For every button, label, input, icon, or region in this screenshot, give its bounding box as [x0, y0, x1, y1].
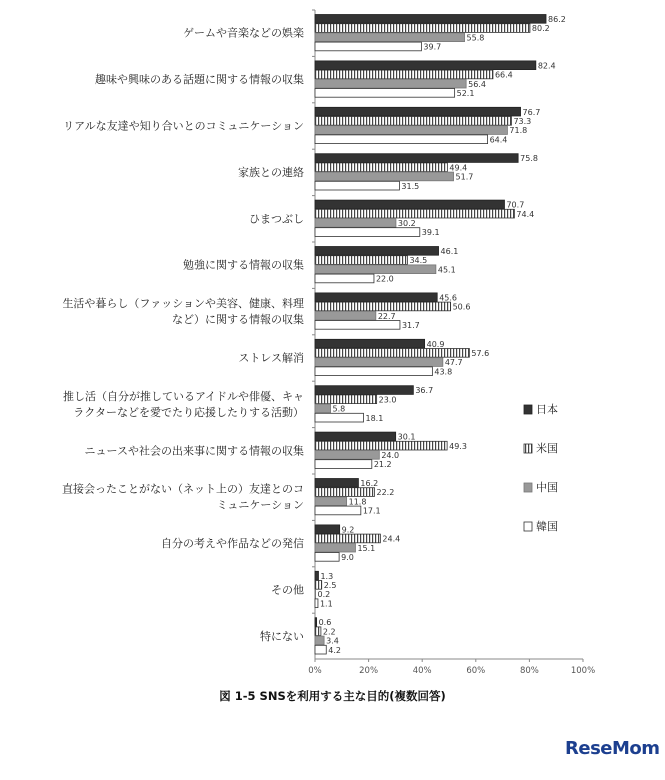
category-label: ミュニケーション	[216, 498, 304, 512]
bar-韓国	[315, 228, 420, 237]
data-label: 73.3	[513, 117, 532, 126]
category-label: 特にない	[260, 629, 304, 643]
data-label: 75.8	[520, 154, 538, 164]
bar-米国	[315, 163, 447, 172]
bar-中国	[315, 311, 376, 320]
bar-米国	[315, 256, 407, 265]
category-label: ひまつぶし	[249, 212, 304, 226]
bar-日本	[315, 432, 396, 441]
data-label: 66.4	[494, 70, 513, 80]
data-label: 31.7	[401, 321, 420, 330]
data-label: 46.1	[440, 247, 459, 256]
bar-韓国	[315, 274, 374, 283]
data-label: 21.2	[373, 460, 392, 470]
x-tick-label: 40%	[412, 666, 432, 676]
category-label: 生活や暮らし（ファッションや美容、健康、料理	[62, 297, 304, 311]
bar-日本	[315, 571, 318, 580]
data-label: 9.2	[341, 525, 355, 535]
category-label: その他	[271, 583, 304, 597]
category-label: ストレス解消	[238, 351, 304, 365]
bar-中国	[315, 172, 454, 181]
category-label: ラクターなどを愛でたり応援したりする活動）	[73, 405, 304, 419]
data-label: 34.5	[409, 256, 428, 266]
bar-韓国	[315, 553, 339, 562]
data-label: 17.1	[362, 506, 381, 516]
data-label: 1.1	[319, 599, 333, 609]
bar-中国	[315, 126, 507, 135]
data-label: 22.0	[375, 274, 394, 284]
data-label: 39.7	[423, 42, 442, 52]
bar-韓国	[315, 367, 432, 376]
bar-韓国	[315, 181, 399, 190]
data-label: 4.2	[328, 645, 341, 655]
bar-中国	[315, 497, 347, 506]
bar-日本	[315, 200, 504, 209]
x-tick-label: 80%	[519, 666, 539, 676]
data-label: 2.2	[322, 627, 336, 637]
data-label: 49.3	[449, 441, 467, 451]
bar-中国	[315, 636, 324, 645]
legend-label: 日本	[536, 403, 558, 416]
category-label: ゲームや音楽などの娯楽	[183, 26, 304, 40]
category-label: 勉強に関する情報の収集	[183, 258, 304, 272]
x-tick-label: 60%	[466, 666, 486, 676]
bar-中国	[315, 358, 443, 367]
legend-swatch	[524, 405, 532, 414]
data-label: 24.0	[381, 451, 400, 460]
data-label: 55.8	[466, 33, 485, 43]
legend-label: 米国	[536, 442, 558, 455]
category-label: 家族との連絡	[238, 165, 304, 179]
category-label: リアルな友達や知り合いとのコミュニケーション	[63, 119, 304, 133]
data-label: 23.0	[378, 395, 397, 405]
x-tick-label: 20%	[359, 666, 379, 676]
category-label: 自分の考えや作品などの発信	[161, 537, 304, 551]
data-label: 45.1	[437, 265, 456, 275]
data-label: 47.7	[444, 358, 463, 368]
data-label: 51.7	[455, 172, 474, 182]
bar-韓国	[315, 413, 364, 422]
data-label: 5.8	[332, 404, 346, 414]
bar-米国	[315, 534, 380, 543]
bar-韓国	[315, 89, 455, 98]
legend-swatch	[524, 522, 532, 531]
bar-米国	[315, 117, 511, 126]
data-label: 49.4	[449, 163, 468, 173]
data-label: 15.1	[357, 543, 376, 553]
bar-米国	[315, 395, 377, 404]
data-label: 3.4	[326, 636, 339, 646]
legend-swatch	[524, 444, 532, 453]
legend-label: 韓国	[536, 520, 558, 533]
bar-日本	[315, 247, 439, 256]
bar-中国	[315, 404, 331, 413]
bar-韓国	[315, 645, 326, 654]
bar-中国	[315, 590, 316, 599]
data-label: 45.6	[439, 293, 458, 303]
x-tick-label: 100%	[570, 666, 596, 676]
bar-日本	[315, 107, 521, 116]
category-label: 直接会ったことがない（ネット上の）友達とのコ	[62, 482, 304, 496]
data-label: 18.1	[365, 413, 384, 423]
data-label: 16.2	[360, 479, 379, 488]
bar-米国	[315, 441, 447, 450]
bar-中国	[315, 265, 436, 274]
data-label: 76.7	[522, 107, 541, 117]
bar-日本	[315, 618, 317, 627]
bar-韓国	[315, 599, 318, 608]
data-label: 0.2	[317, 590, 331, 600]
legend-label: 中国	[536, 481, 558, 494]
category-label: 趣味や興味のある話題に関する情報の収集	[95, 73, 304, 87]
bar-日本	[315, 293, 437, 302]
data-label: 74.4	[516, 209, 535, 219]
figure-caption: 図 1-5 SNSを利用する主な目的(複数回答)	[219, 689, 446, 703]
bar-米国	[315, 581, 322, 590]
data-label: 52.1	[456, 89, 475, 98]
bar-日本	[315, 525, 340, 534]
data-label: 22.7	[377, 311, 396, 321]
bar-米国	[315, 70, 493, 79]
data-label: 2.5	[323, 581, 337, 590]
data-label: 50.6	[452, 302, 471, 312]
bar-日本	[315, 154, 518, 163]
bar-日本	[315, 386, 413, 395]
brand-logo: ReseMom	[565, 738, 660, 759]
data-label: 1.3	[320, 571, 334, 581]
bar-韓国	[315, 321, 400, 330]
bar-米国	[315, 627, 321, 636]
data-label: 9.0	[341, 553, 354, 562]
bar-中国	[315, 219, 396, 228]
category-label: など）に関する情報の収集	[172, 313, 304, 327]
data-label: 70.7	[506, 200, 525, 210]
data-label: 64.4	[489, 135, 508, 145]
bar-韓国	[315, 135, 488, 144]
bar-米国	[315, 488, 374, 497]
data-label: 24.4	[382, 534, 401, 544]
legend-swatch	[524, 483, 532, 492]
data-label: 0.6	[318, 618, 332, 628]
data-label: 71.8	[509, 126, 528, 136]
bar-韓国	[315, 460, 372, 469]
data-label: 40.9	[426, 339, 445, 349]
bar-中国	[315, 79, 466, 88]
bar-韓国	[315, 506, 361, 515]
data-label: 86.2	[548, 15, 566, 24]
bar-中国	[315, 451, 379, 460]
x-tick-label: 0%	[308, 666, 322, 676]
data-label: 30.1	[397, 432, 416, 442]
category-label: ニュースや社会の出来事に関する情報の収集	[84, 444, 304, 458]
data-label: 57.6	[471, 349, 490, 358]
bar-日本	[315, 479, 358, 488]
data-label: 43.8	[434, 367, 453, 377]
data-label: 30.2	[397, 219, 416, 228]
bar-日本	[315, 15, 546, 24]
bar-韓国	[315, 42, 421, 51]
data-label: 56.4	[468, 79, 486, 89]
data-label: 31.5	[401, 181, 420, 191]
bar-日本	[315, 61, 536, 70]
data-label: 39.1	[421, 228, 440, 238]
data-label: 80.2	[531, 24, 550, 34]
data-label: 22.2	[376, 488, 395, 498]
bar-米国	[315, 24, 530, 33]
data-label: 36.7	[415, 386, 434, 396]
bar-米国	[315, 302, 451, 311]
bar-米国	[315, 209, 514, 218]
data-label: 82.4	[537, 61, 556, 71]
bar-中国	[315, 33, 465, 42]
bar-中国	[315, 543, 355, 552]
data-label: 11.8	[348, 497, 367, 507]
category-label: 推し活（自分が推しているアイドルや俳優、キャ	[62, 389, 304, 403]
bar-米国	[315, 349, 469, 358]
bar-日本	[315, 339, 425, 348]
